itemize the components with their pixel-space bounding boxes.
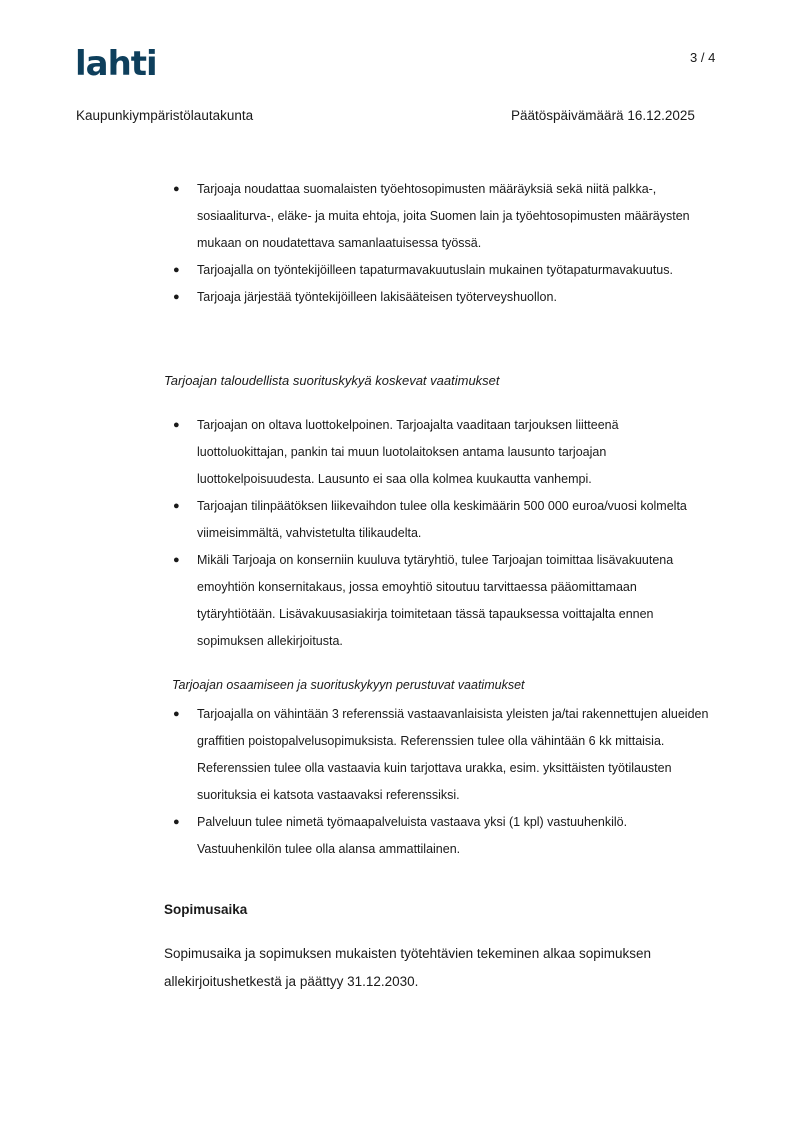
section-title: Sopimusaika (164, 902, 248, 917)
committee-name: Kaupunkiympäristölautakunta (76, 108, 254, 123)
page-number: 3 / 4 (690, 50, 716, 65)
list-item-text: Tarjoaja noudattaa suomalaisten työehtosopimusten määräyksiä sekä niitä palkka-, sosiaaliturva-, eläke- ja muita ehtoja, joita Suomen lain ja työehtosopimusten määräysten mukaan on noudatettava samanlaatuisessa työssä. (197, 182, 690, 250)
bullet-icon: ● (173, 183, 180, 195)
list-item-text: Tarjoajan tilinpäätöksen liikevaihdon tulee olla keskimäärin 500 000 euroa/vuosi kolmelta viimeisimmältä, vahvistetulta tilikaudelta. (197, 499, 687, 540)
subheading-financial: Tarjoajan taloudellista suorituskykyä koskevat vaatimukset (164, 373, 500, 388)
decision-date: Päätöspäivämäärä 16.12.2025 (511, 108, 695, 123)
list-item-text: Tarjoaja järjestää työntekijöilleen lakisääteisen työterveyshuollon. (197, 290, 557, 304)
list-item (164, 412, 709, 493)
list-item (164, 809, 709, 863)
list-item-text: Tarjoajalla on vähintään 3 referenssiä vastaavanlaisista yleisten ja/tai rakennettujen alueiden graffitien poistopalvelusopimuksista. Referenssien tulee olla vähintään 6 kk mittaisia. Referenssien tulee olla vastaavia kuin tarjottava urakka, esim. yksittäisten työtilausten suorituksia ei katsota vastaavaksi referenssiksi. (197, 707, 709, 802)
bullet-icon: ● (173, 500, 180, 512)
list-item (164, 176, 709, 257)
list-item-text: Mikäli Tarjoaja on konserniin kuuluva tytäryhtiö, tulee Tarjoajan toimittaa lisävakuutena emoyhtiön konsernitakaus, jossa emoyhtiö sitoutuu tarvittaessa pääomittamaan tytäryhtiötään. Lisävakuusasiakirja toimitetaan tässä tapauksessa voittajalta ennen sopimuksen allekirjoitusta. (197, 553, 674, 648)
list-item (164, 701, 709, 809)
bullet-icon: ● (173, 816, 180, 828)
list-item-text: Tarjoajan on oltava luottokelpoinen. Tarjoajalta vaaditaan tarjouksen liitteenä luottoluokittajan, pankin tai muun luotolaitoksen antama lausunto tarjoajan luottokelpoisuudesta. Lausunto ei saa olla kolmea kuukautta vanhempi. (197, 418, 619, 486)
list-item-text: Palveluun tulee nimetä työmaapalveluista vastaava yksi (1 kpl) vastuuhenkilö. Vastuuhenkilön tulee olla alansa ammattilainen. (197, 815, 628, 856)
requirements-list-general (164, 176, 709, 311)
section-paragraph: Sopimusaika ja sopimuksen mukaisten työtehtävien tekeminen alkaa sopimuksen allekirjoitushetkestä ja päättyy 31.12.2030. (164, 946, 652, 989)
requirements-list-competence (164, 701, 709, 863)
lahti-logo: lahti (75, 44, 157, 84)
list-item (164, 284, 709, 311)
bullet-icon: ● (173, 291, 180, 303)
list-item (164, 493, 709, 547)
list-item (164, 547, 709, 655)
requirements-list-financial (164, 412, 709, 655)
bullet-icon: ● (173, 708, 180, 720)
list-item (164, 257, 709, 284)
subheading-competence: Tarjoajan osaamiseen ja suorituskykyyn perustuvat vaatimukset (172, 678, 525, 692)
list-item-text: Tarjoajalla on työntekijöilleen tapaturmavakuutuslain mukainen työtapaturmavakuutus. (197, 263, 673, 277)
bullet-icon: ● (173, 419, 180, 431)
bullet-icon: ● (173, 264, 180, 276)
bullet-icon: ● (173, 554, 180, 566)
